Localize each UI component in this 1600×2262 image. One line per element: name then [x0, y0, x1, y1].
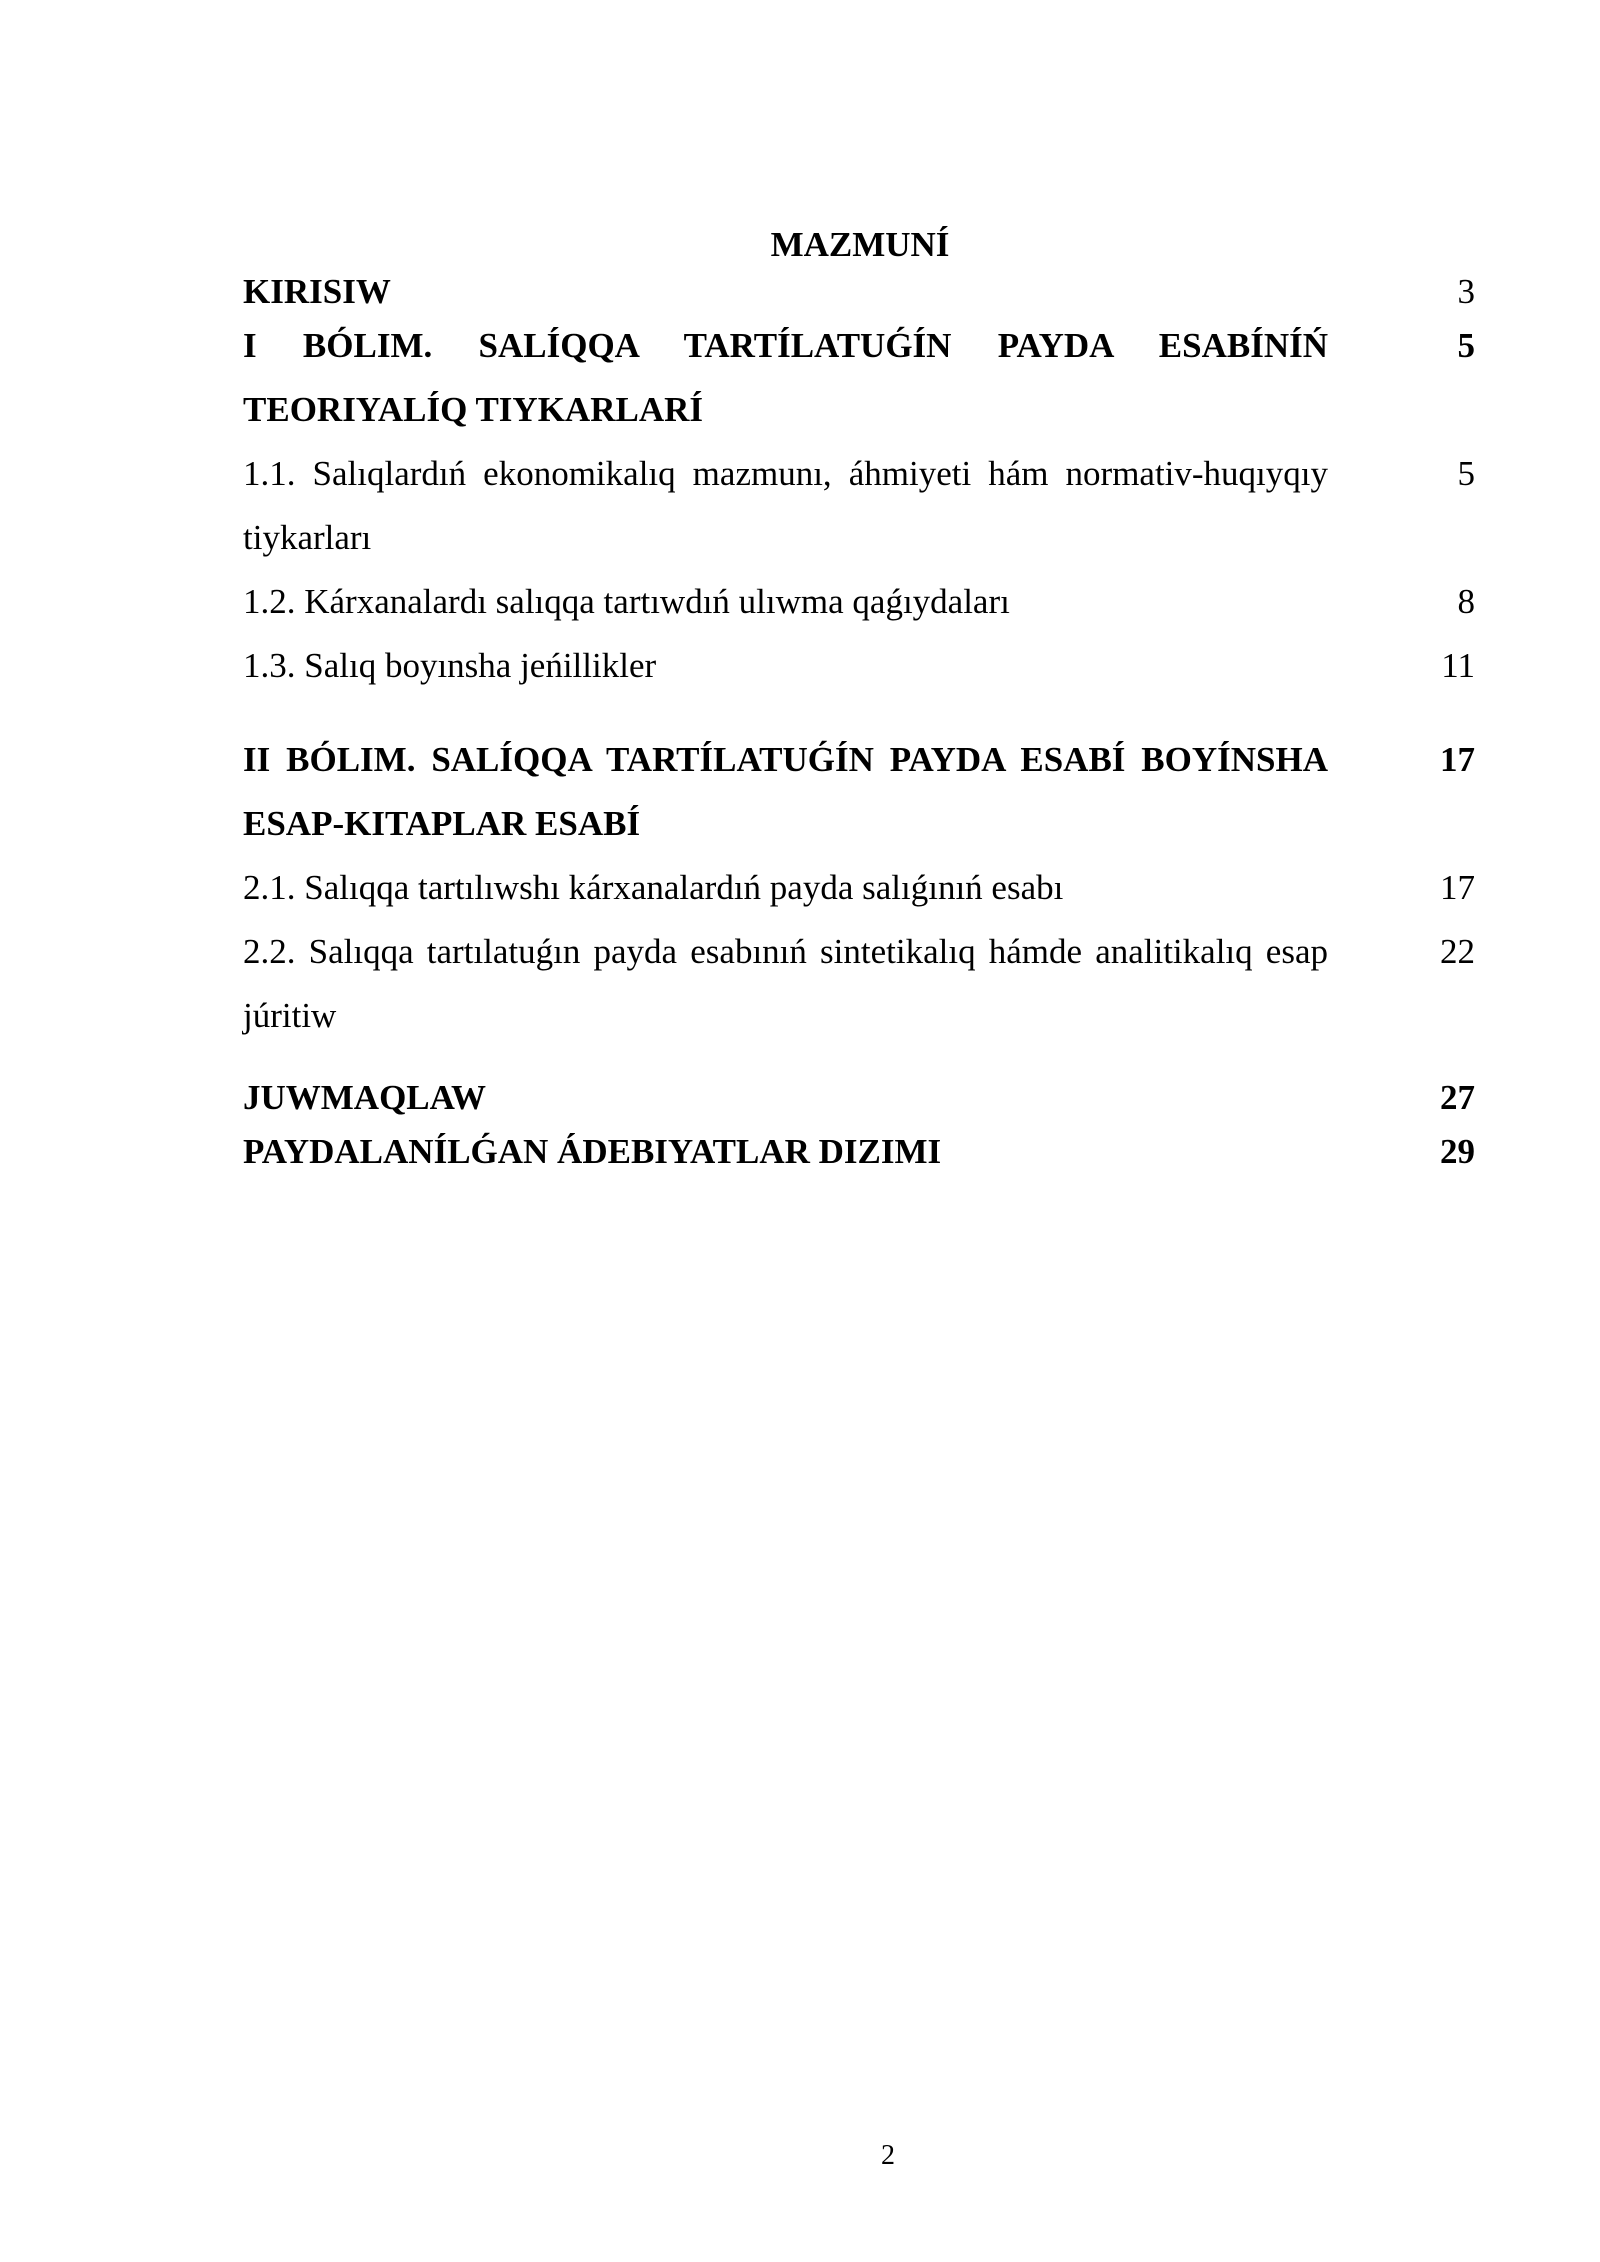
toc-entry-introduction: [243, 270, 1475, 314]
toc-entry-section-1-3: [243, 634, 1475, 698]
toc-entry-text: II BÓLIM. SALÍQQA TARTÍLATUǴÍN PAYDA ESABÍ BOYÍNSHA ESAP-KITAPLAR ESABÍ: [243, 740, 1328, 843]
toc-entry-page: 5: [1457, 326, 1475, 365]
page-number: 2: [881, 2140, 895, 2171]
toc-entry-text: 1.2. Kárxanalardı salıqqa tartıwdıń ulıwma qaǵıydaları: [243, 582, 1010, 621]
toc-entry-text: 1.3. Salıq boyınsha jeńillikler: [243, 646, 657, 685]
toc-entry-text: PAYDALANÍLǴAN ÁDEBIYATLAR DIZIMI: [243, 1132, 942, 1171]
toc-entry-section-1-2: [243, 570, 1475, 634]
toc-entry-page: 17: [1440, 868, 1475, 907]
toc-entry-page: 5: [1457, 454, 1475, 493]
toc-entry-text: I BÓLIM. SALÍQQA TARTÍLATUǴÍN PAYDA ESABÍNÍŃ TEORIYALÍQ TIYKARLARÍ: [243, 326, 1328, 429]
toc-entry-page: 22: [1440, 932, 1475, 971]
table-of-contents: [243, 270, 1475, 1174]
toc-entry-text: JUWMAQLAW: [243, 1078, 487, 1117]
toc-entry-section-2-1: [243, 856, 1475, 920]
toc-entry-page: 27: [1440, 1078, 1475, 1117]
toc-entry-chapter-1: [243, 314, 1475, 442]
toc-entry-text: 2.1. Salıqqa tartılıwshı kárxanalardıń payda salıǵınıń esabı: [243, 868, 1064, 907]
toc-entry-page: 29: [1440, 1132, 1475, 1171]
toc-entry-text: 2.2. Salıqqa tartılatuǵın payda esabınıń sintetikalıq hámde analitikalıq esap júritiw: [243, 932, 1328, 1035]
toc-entry-page: 17: [1440, 740, 1475, 779]
toc-entry-text: KIRISIW: [243, 272, 391, 311]
toc-entry-bibliography: [243, 1130, 1475, 1174]
toc-entry-conclusion: [243, 1066, 1475, 1130]
toc-entry-text: 1.1. Salıqlardıń ekonomikalıq mazmunı, áhmiyeti hám normativ-huqıyqıy tiykarları: [243, 454, 1328, 557]
toc-entry-section-2-2: [243, 920, 1475, 1048]
toc-entry-page: 3: [1457, 272, 1475, 311]
toc-entry-page: 11: [1441, 646, 1475, 685]
toc-title: MAZMUNÍ: [770, 225, 950, 264]
toc-entry-page: 8: [1457, 582, 1475, 621]
toc-entry-chapter-2: [243, 728, 1475, 856]
toc-entry-section-1-1: [243, 442, 1475, 570]
